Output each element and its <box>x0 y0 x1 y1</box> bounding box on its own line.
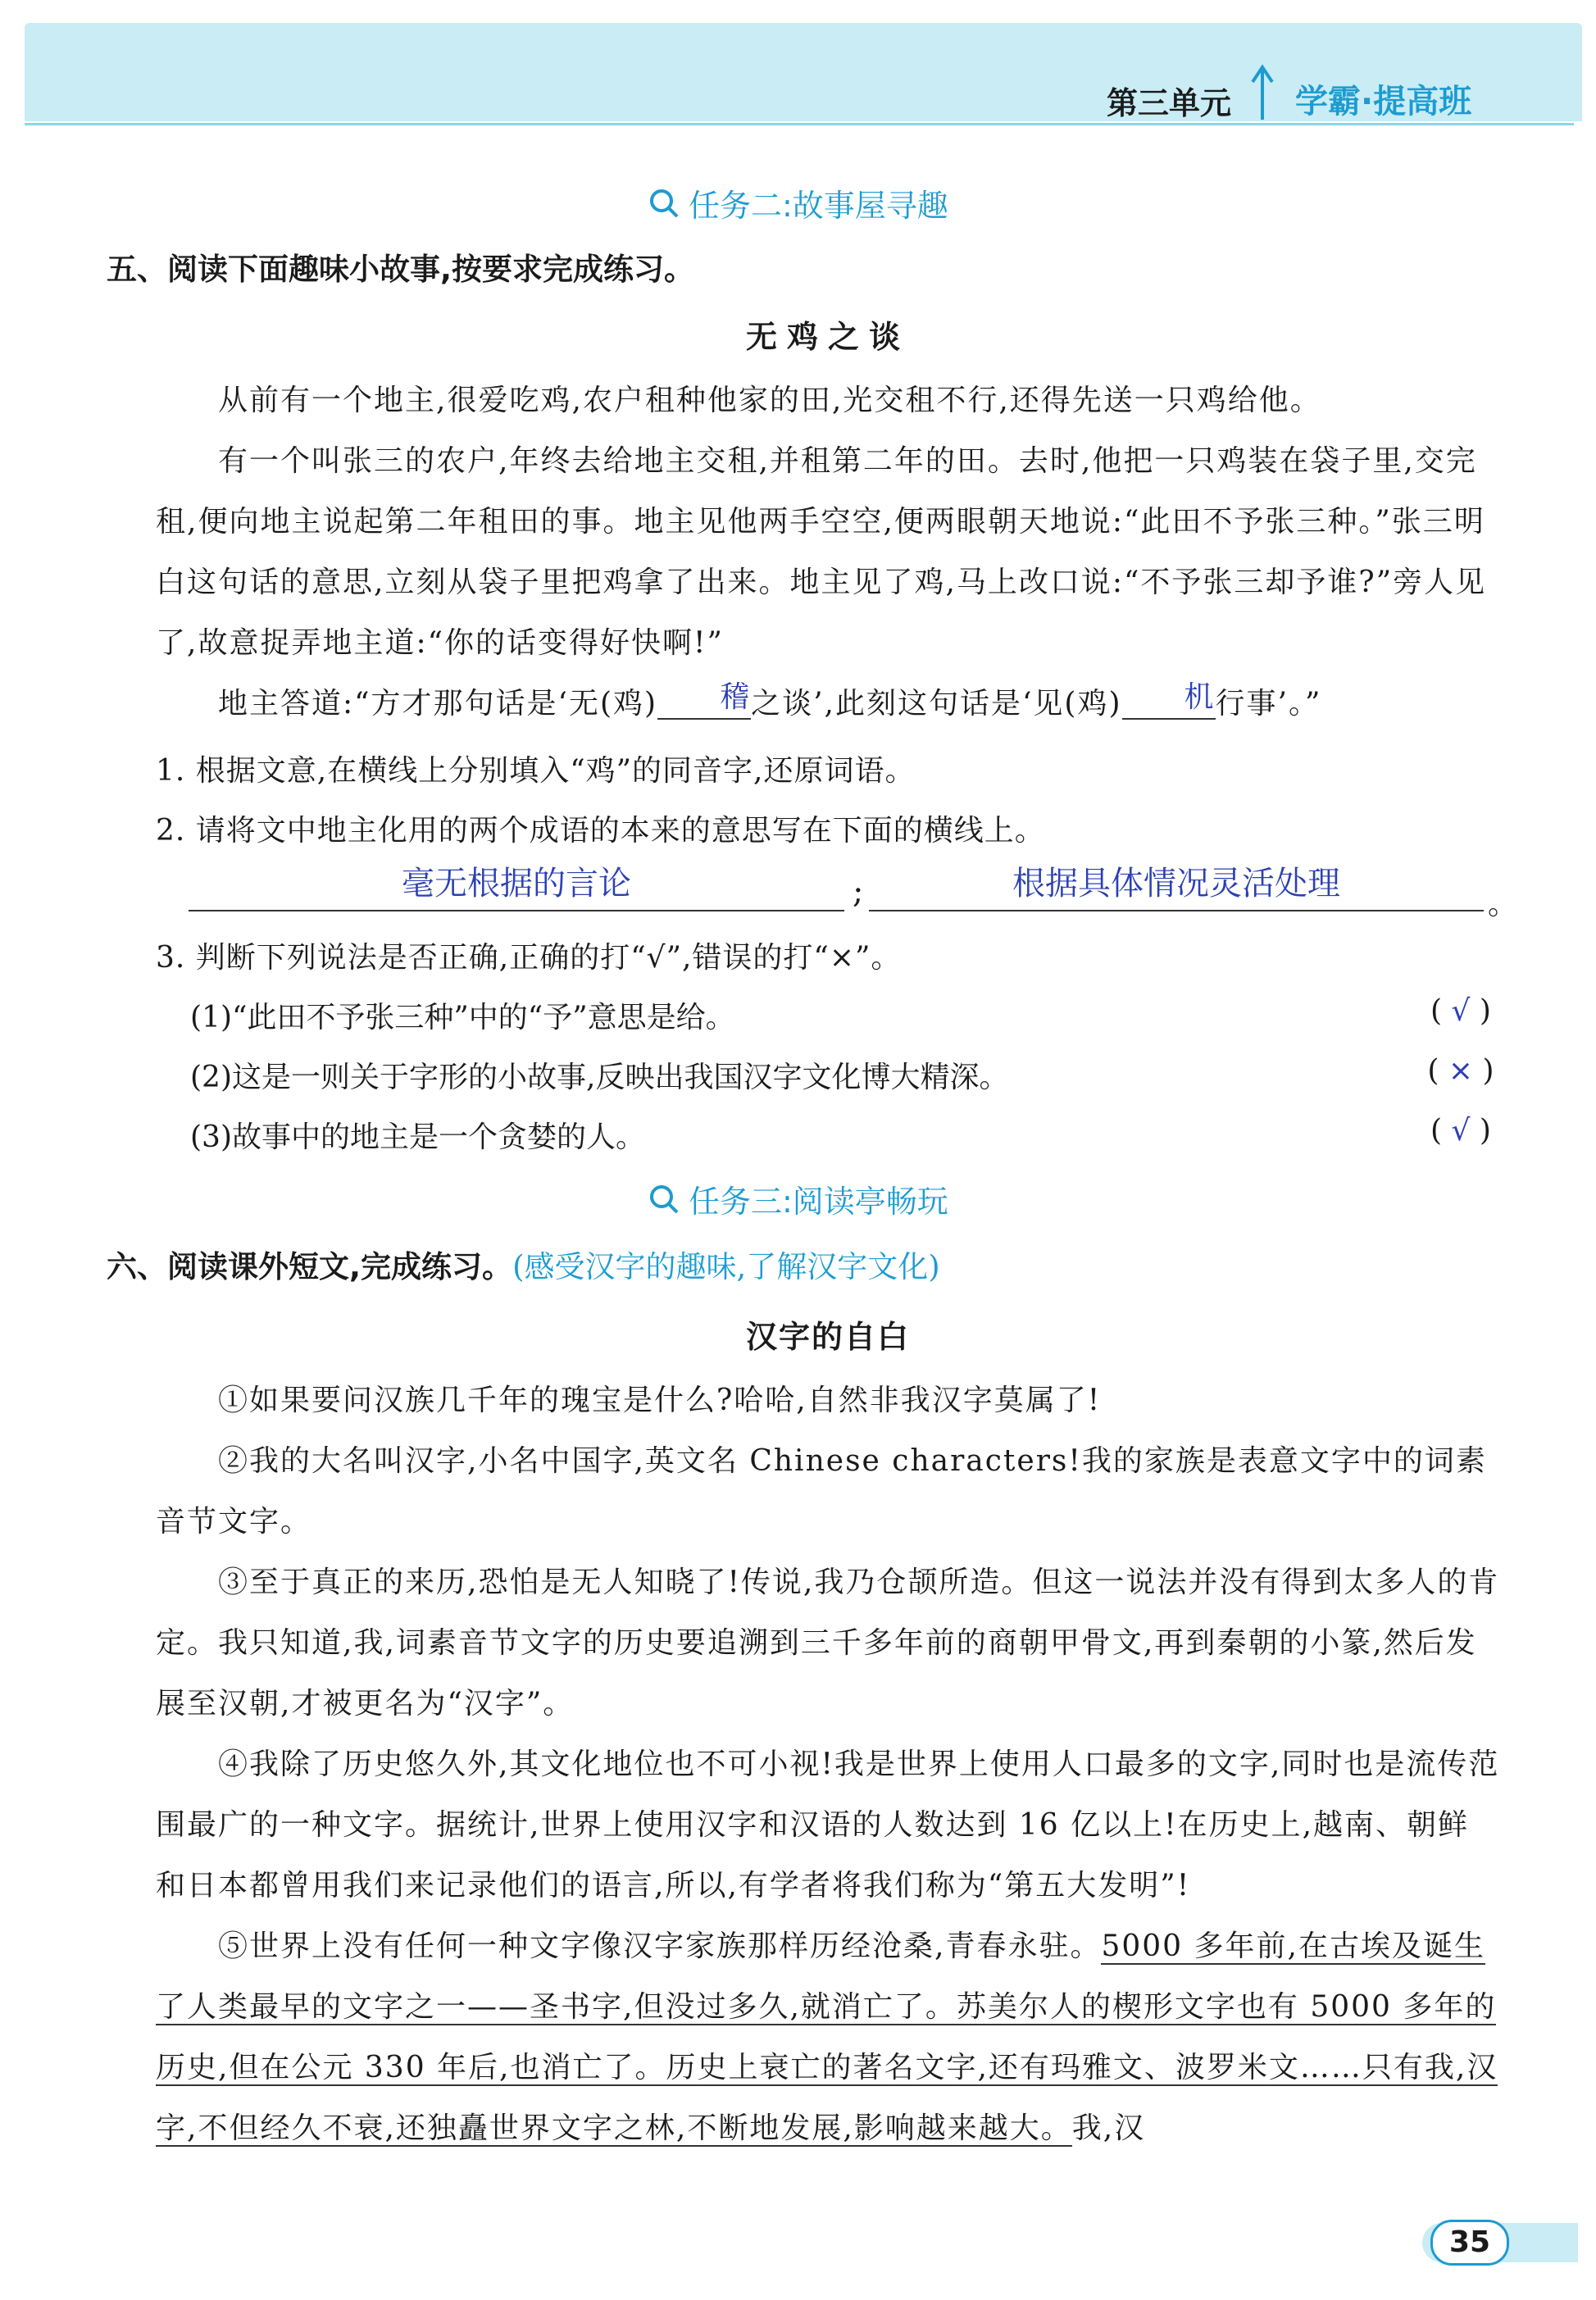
page-number: 35 <box>1430 2220 1509 2266</box>
judgement-mark-3: √ <box>1451 1114 1471 1148</box>
judgement-item-2 <box>190 1054 1518 1096</box>
essay-paragraph-5-underlined: 5000 多年前,在古埃及诞生了人类最早的文字之一——圣书字,但没过多久,就消亡了。苏美尔人的楔形文字也有 5000 多年的历史,但在公元 330 年后,也消亡了。历史上衰亡的著名文字,还有玛雅文、波罗米文……只有我,汉字,不但经久不衰,还独矗世界文字之林,不断地发展,影响越来越大。 <box>156 1930 1498 2145</box>
story-answer-paragraph <box>156 674 1500 734</box>
question-3: 3. 判断下列说法是否正确,正确的打“√”,错误的打“×”。 <box>156 941 902 975</box>
story-paragraph-1: 从前有一个地主,很爱吃鸡,农户租种他家的田,光交租不行,还得先送一只鸡给他。 <box>218 384 1321 417</box>
answer-end-mark: 。 <box>1488 888 1519 921</box>
answer-text-part3: 行事’。” <box>1215 687 1322 720</box>
section-six-note: (感受汉字的趣味,了解汉字文化) <box>512 1249 940 1284</box>
search-icon <box>648 1183 680 1216</box>
task2-title-text: 任务二:故事屋寻趣 <box>689 188 948 224</box>
header-divider <box>25 123 1574 125</box>
essay-paragraph-3: ③至于真正的来历,恐怕是无人知晓了!传说,我乃仓颉所造。但这一说法并没有得到太多人的肯定。我只知道,我,词素音节文字的历史要追溯到三千多年前的商朝甲骨文,再到秦朝的小篆,然后发展至汉朝,才被更名为“汉字”。 <box>156 1566 1500 1720</box>
essay-title: 汉字的自白 <box>746 1319 911 1355</box>
judgement-answer-3[interactable]: ( √ ) <box>1430 1114 1491 1148</box>
judgement-answer-2[interactable]: ( × ) <box>1427 1054 1494 1088</box>
essay-paragraph-1: ①如果要问汉族几千年的瑰宝是什么?哈哈,自然非我汉字莫属了! <box>218 1384 1102 1417</box>
judgement-text-1: (1)“此田不予张三种”中的“予”意思是给。 <box>190 1001 735 1034</box>
task2-title <box>648 180 948 225</box>
judgement-text-3: (3)故事中的地主是一个贪婪的人。 <box>190 1120 645 1154</box>
question-1: 1. 根据文意,在横线上分别填入“鸡”的同音字,还原词语。 <box>156 754 916 788</box>
answer-separator: ; <box>853 873 865 911</box>
essay-paragraph-4: ④我除了历史悠久外,其文化地位也不可小视!我是世界上使用人口最多的文字,同时也是流传范围最广的一种文字。据统计,世界上使用汉字和汉语的人数达到 16 亿以上!在历史上,越南、朝鲜和日本都曾用我们来记录他们的语言,所以,有学者将我们称为“第五大发明”! <box>156 1748 1500 1902</box>
brand-label: 学霸·提高班 <box>1295 83 1472 120</box>
search-icon <box>648 187 680 220</box>
fill-blank-1[interactable]: 稽 <box>657 677 751 720</box>
question-2: 2. 请将文中地主化用的两个成语的本来的意思写在下面的横线上。 <box>156 814 1045 848</box>
answer-field-2[interactable]: 根据具体情况灵活处理 <box>869 861 1484 911</box>
up-arrow-icon <box>1246 64 1279 121</box>
unit-label: 第三单元 <box>1107 85 1232 121</box>
fill-blank-2[interactable]: 机 <box>1122 677 1216 720</box>
essay-paragraph-5-start: ⑤世界上没有任何一种文字像汉字家族那样历经沧桑,青春永驻。 <box>218 1930 1102 1963</box>
judgement-item-1 <box>190 994 1518 1036</box>
task3-title-text: 任务三:阅读亭畅玩 <box>689 1184 948 1220</box>
essay-paragraph-5-end: 我,汉 <box>1071 2111 1146 2145</box>
story-title: 无鸡之谈 <box>746 319 911 355</box>
judgement-answer-1[interactable]: ( √ ) <box>1430 994 1491 1028</box>
judgement-item-3 <box>190 1114 1518 1156</box>
answer-field-1[interactable]: 毫无根据的言论 <box>189 861 844 911</box>
task3-title <box>648 1176 948 1221</box>
judgement-text-2: (2)这是一则关于字形的小故事,反映出我国汉字文化博大精深。 <box>190 1061 1009 1094</box>
answer-text-part2: 之谈’,此刻这句话是‘见(鸡) <box>751 687 1122 720</box>
essay-paragraph-2: ②我的大名叫汉字,小名中国字,英文名 Chinese characters!我的家族是表意文字中的词素音节文字。 <box>156 1444 1487 1539</box>
answer-text-part1: 地主答道:“方才那句话是‘无(鸡) <box>218 687 658 720</box>
essay-paragraph-5 <box>156 1916 1500 2159</box>
section-six-text: 六、阅读课外短文,完成练习。 <box>107 1249 513 1284</box>
judgement-mark-2: × <box>1448 1054 1474 1088</box>
story-paragraph-2: 有一个叫张三的农户,年终去给地主交租,并租第二年的田。去时,他把一只鸡装在袋子里,交完租,便向地主说起第二年租田的事。地主见他两手空空,便两眼朝天地说:“此田不予张三种。”张三明白这句话的意思,立刻从袋子里把鸡拿了出来。地主见了鸡,马上改口说:“不予张三却予谁?”旁人见了,故意捉弄地主道:“你的话变得好快啊!” <box>156 444 1487 660</box>
section-six-title <box>107 1242 940 1286</box>
section-five-title: 五、阅读下面趣味小故事,按要求完成练习。 <box>107 252 695 287</box>
judgement-mark-1: √ <box>1451 994 1471 1028</box>
